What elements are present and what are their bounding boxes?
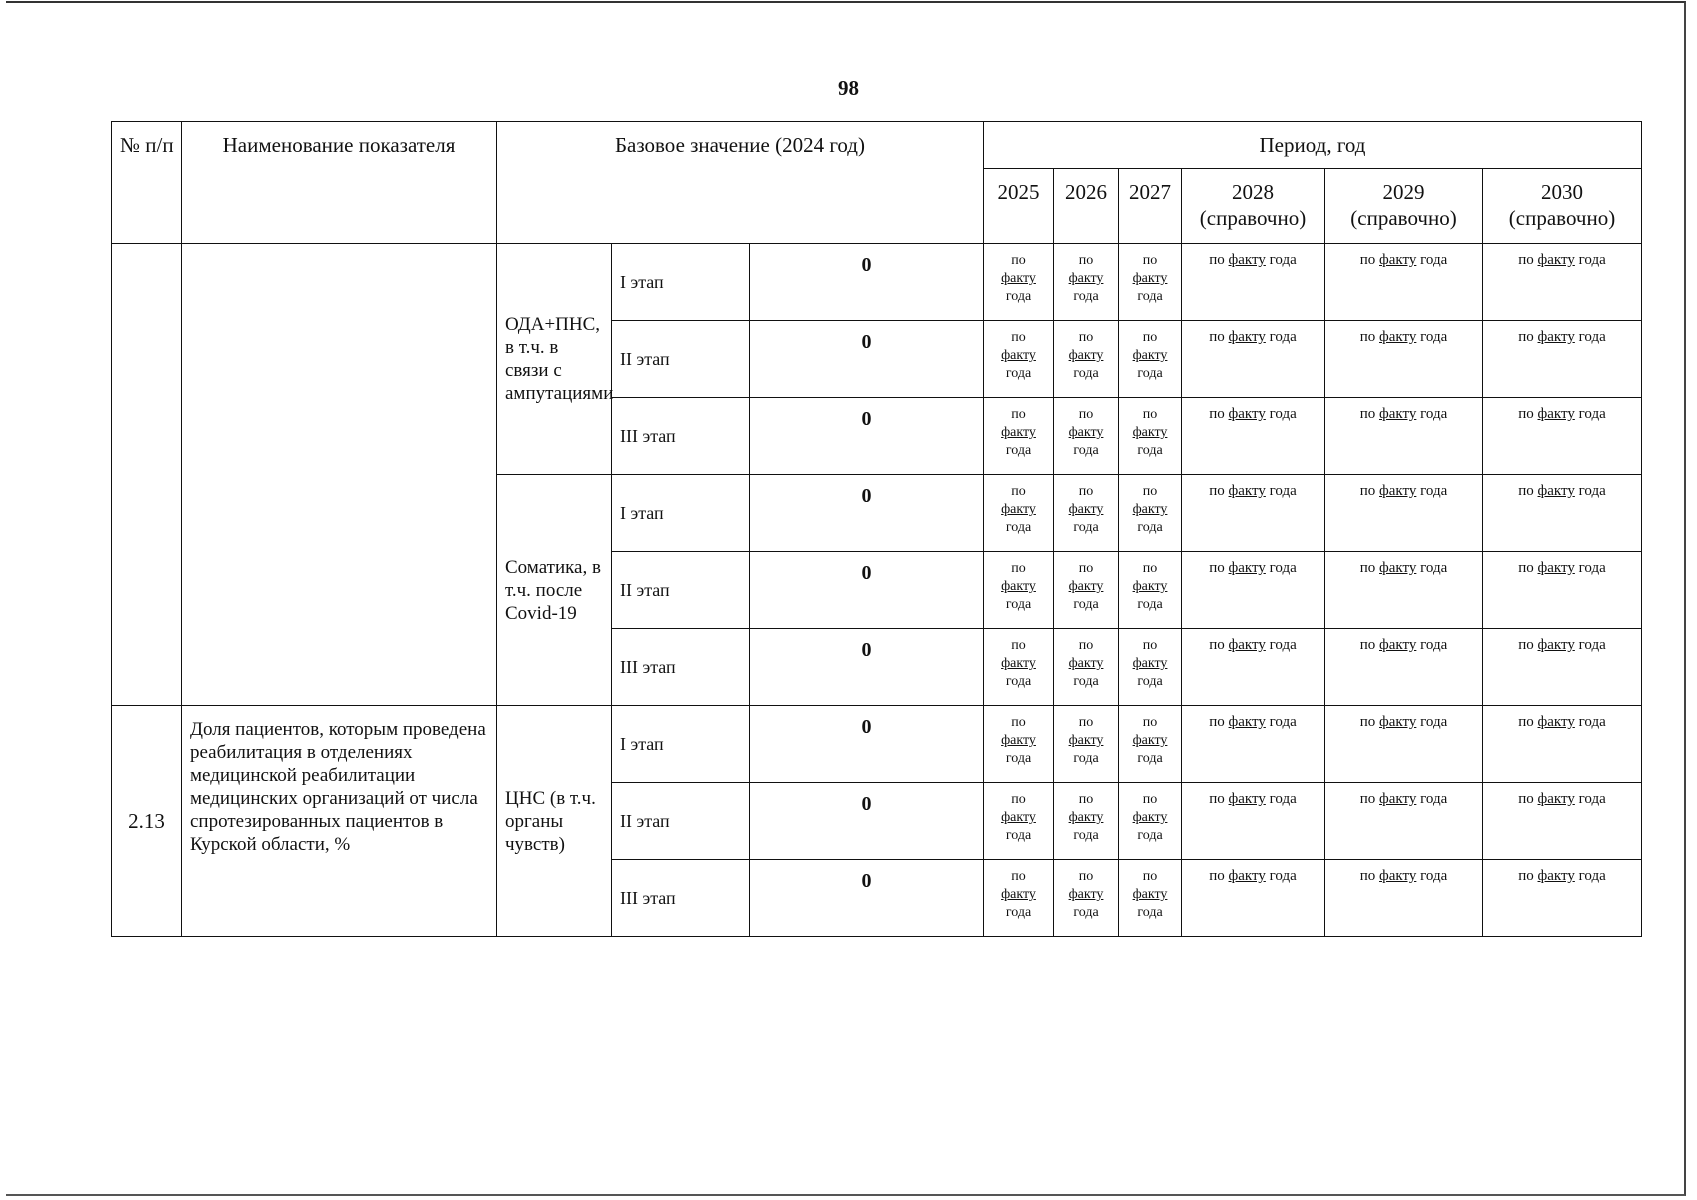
fact-year: года [1073,828,1099,843]
fact-fact: факту [1228,252,1266,268]
fact-cell [1483,398,1642,475]
fact-cell [1054,398,1119,475]
fact-year: года [1073,905,1099,920]
fact-year: года [1269,406,1297,422]
fact-fact: факту [1001,271,1036,286]
fact-po: по [1142,253,1158,268]
header-year-2027 [1119,169,1182,244]
indicators-table [111,121,1642,937]
base-value: 0 [750,552,984,629]
fact-cell [984,783,1054,860]
fact-cell [1483,706,1642,783]
indicator-name: Доля пациентов, которым проведена реабилитация в отделениях медицинской реабилитации медицинских организаций от числа спротезированных пациентов в Курской области, % [182,706,497,937]
base-value: 0 [750,321,984,398]
fact-fact: факту [1537,560,1575,576]
fact-year: года [1005,674,1032,689]
fact-cell [1182,244,1325,321]
fact-cell [1182,629,1325,706]
fact-po: по [1142,792,1158,807]
fact-year: года [1578,637,1606,653]
fact-fact: факту [1379,868,1417,884]
fact-fact: факту [1001,810,1036,825]
fact-po: по [1142,561,1158,576]
fact-po: по [1209,252,1225,268]
fact-cell [1325,321,1483,398]
fact-year: года [1269,714,1297,730]
fact-fact: факту [1537,637,1575,653]
fact-fact: факту [1132,810,1168,825]
fact-year: года [1137,751,1163,766]
fact-cell [1483,244,1642,321]
fact-cell [1483,783,1642,860]
fact-cell [1054,706,1119,783]
base-value: 0 [750,706,984,783]
stage-label: III этап [612,629,750,706]
fact-po: по [1209,329,1225,345]
header-year-label: 2027 [1129,180,1171,204]
fact-cell [1483,552,1642,629]
stage-label: I этап [612,706,750,783]
stage-label: II этап [612,783,750,860]
fact-fact: факту [1068,656,1104,671]
fact-year: года [1073,289,1099,304]
fact-po: по [1011,869,1026,884]
fact-fact: факту [1068,810,1104,825]
fact-cell [984,860,1054,937]
fact-fact: факту [1001,733,1036,748]
fact-fact: факту [1001,348,1036,363]
fact-po: по [1078,792,1094,807]
fact-year: года [1073,366,1099,381]
fact-cell [1119,783,1182,860]
fact-fact: факту [1228,868,1266,884]
fact-po: по [1011,253,1026,268]
fact-year: года [1269,637,1297,653]
stage-label: I этап [612,475,750,552]
fact-year: года [1420,483,1448,499]
fact-po: по [1078,407,1094,422]
fact-cell [1325,475,1483,552]
fact-fact: факту [1001,502,1036,517]
fact-fact: факту [1001,887,1036,902]
fact-fact: факту [1379,406,1417,422]
fact-po: по [1078,869,1094,884]
fact-cell [984,629,1054,706]
fact-fact: факту [1228,714,1266,730]
base-value: 0 [750,629,984,706]
fact-year: года [1269,868,1297,884]
row-number: 2.13 [112,706,182,937]
fact-year: года [1137,443,1163,458]
fact-cell [1483,321,1642,398]
fact-po: по [1011,638,1026,653]
fact-fact: факту [1537,252,1575,268]
fact-po: по [1359,483,1376,499]
fact-po: по [1518,252,1534,268]
fact-po: по [1011,715,1026,730]
fact-year: года [1578,560,1606,576]
fact-year: года [1005,597,1032,612]
fact-year: года [1137,674,1163,689]
fact-year: года [1137,905,1163,920]
header-year-label: 2030 [1541,180,1583,204]
fact-cell [1054,629,1119,706]
fact-cell [1182,552,1325,629]
fact-year: года [1269,483,1297,499]
fact-fact: факту [1379,560,1417,576]
fact-year: года [1005,751,1032,766]
fact-year: года [1269,791,1297,807]
header-year-note: (справочно) [1350,206,1457,230]
fact-fact: факту [1068,733,1104,748]
fact-year: года [1137,520,1163,535]
fact-po: по [1011,330,1026,345]
fact-fact: факту [1379,252,1417,268]
header-year-2030 [1483,169,1642,244]
fact-cell [1119,552,1182,629]
fact-cell [1325,552,1483,629]
base-value: 0 [750,475,984,552]
fact-cell [1054,475,1119,552]
fact-cell [1483,629,1642,706]
fact-fact: факту [1537,791,1575,807]
fact-cell [1182,860,1325,937]
fact-year: года [1420,329,1448,345]
fact-cell [1054,860,1119,937]
fact-year: года [1420,252,1448,268]
header-period: Период, год [984,122,1642,169]
fact-cell [1119,244,1182,321]
fact-po: по [1078,561,1094,576]
base-value: 0 [750,783,984,860]
fact-fact: факту [1132,271,1168,286]
fact-po: по [1518,329,1534,345]
fact-fact: факту [1068,502,1104,517]
fact-year: года [1578,714,1606,730]
fact-cell [1119,321,1182,398]
fact-fact: факту [1132,348,1168,363]
base-value: 0 [750,860,984,937]
fact-cell [1119,706,1182,783]
table-row [112,244,1642,321]
fact-fact: факту [1001,656,1036,671]
fact-po: по [1518,560,1534,576]
fact-cell [984,398,1054,475]
fact-po: по [1359,868,1376,884]
stage-label: II этап [612,321,750,398]
fact-year: года [1005,289,1032,304]
fact-po: по [1209,637,1225,653]
base-value: 0 [750,244,984,321]
fact-fact: факту [1379,329,1417,345]
fact-fact: факту [1537,714,1575,730]
fact-fact: факту [1379,714,1417,730]
fact-fact: факту [1132,887,1168,902]
fact-year: года [1005,520,1032,535]
fact-cell [1182,706,1325,783]
header-year-note: (справочно) [1508,206,1616,230]
fact-fact: факту [1537,483,1575,499]
row-number [112,244,182,706]
fact-cell [1325,629,1483,706]
fact-cell [1119,475,1182,552]
fact-fact: факту [1228,791,1266,807]
header-year-note: (справочно) [1199,206,1307,230]
fact-po: по [1209,714,1225,730]
fact-po: по [1142,869,1158,884]
fact-year: года [1137,289,1163,304]
fact-po: по [1518,714,1534,730]
fact-fact: факту [1228,329,1266,345]
fact-po: по [1011,407,1026,422]
fact-po: по [1359,252,1376,268]
fact-po: по [1518,637,1534,653]
header-year-2025 [984,169,1054,244]
fact-po: по [1359,637,1376,653]
header-base: Базовое значение (2024 год) [497,122,984,244]
header-year-2028 [1182,169,1325,244]
fact-year: года [1073,520,1099,535]
fact-cell [1054,552,1119,629]
fact-po: по [1142,330,1158,345]
fact-po: по [1011,561,1026,576]
fact-po: по [1209,868,1225,884]
fact-cell [984,552,1054,629]
fact-cell [984,706,1054,783]
stage-label: III этап [612,860,750,937]
fact-fact: факту [1001,425,1036,440]
fact-cell [1054,321,1119,398]
fact-cell [1119,860,1182,937]
fact-year: года [1005,443,1032,458]
fact-cell [1325,244,1483,321]
fact-year: года [1073,674,1099,689]
group-label: ОДА+ПНС, в т.ч. в связи с ампутациями [497,244,612,475]
header-year-label: 2026 [1065,180,1107,204]
fact-cell [1182,321,1325,398]
fact-po: по [1078,638,1094,653]
fact-cell [1182,475,1325,552]
fact-po: по [1209,483,1225,499]
fact-fact: факту [1068,348,1104,363]
fact-fact: факту [1068,579,1104,594]
stage-label: III этап [612,398,750,475]
fact-po: по [1209,560,1225,576]
header-year-label: 2025 [997,180,1040,204]
fact-year: года [1073,751,1099,766]
indicator-name [182,244,497,706]
header-year-label: 2028 [1232,180,1274,204]
fact-year: года [1578,406,1606,422]
fact-fact: факту [1132,579,1168,594]
fact-cell [984,244,1054,321]
header-num: № п/п [112,122,182,244]
fact-year: года [1578,252,1606,268]
fact-year: года [1578,791,1606,807]
fact-year: года [1073,597,1099,612]
fact-year: года [1578,868,1606,884]
fact-fact: факту [1379,791,1417,807]
fact-cell [1325,783,1483,860]
fact-year: года [1269,252,1297,268]
fact-po: по [1142,407,1158,422]
fact-year: года [1420,868,1448,884]
fact-year: года [1137,828,1163,843]
fact-cell [1182,783,1325,860]
fact-fact: факту [1132,502,1168,517]
fact-fact: факту [1228,406,1266,422]
fact-year: года [1269,560,1297,576]
fact-year: года [1073,443,1099,458]
fact-cell [1483,475,1642,552]
fact-fact: факту [1537,406,1575,422]
fact-po: по [1142,484,1158,499]
header-name: Наименование показателя [182,122,497,244]
page-number: 98 [838,76,859,100]
fact-cell [1182,398,1325,475]
fact-po: по [1209,791,1225,807]
group-label: Соматика, в т.ч. после Covid-19 [497,475,612,706]
fact-fact: факту [1132,656,1168,671]
fact-cell [1119,629,1182,706]
fact-po: по [1078,330,1094,345]
fact-po: по [1359,560,1376,576]
fact-cell [984,321,1054,398]
fact-year: года [1420,637,1448,653]
fact-po: по [1209,406,1225,422]
group-label: ЦНС (в т.ч. органы чувств) [497,706,612,937]
fact-year: года [1137,366,1163,381]
fact-year: года [1420,714,1448,730]
fact-year: года [1137,597,1163,612]
fact-po: по [1518,483,1534,499]
fact-year: года [1420,791,1448,807]
fact-po: по [1078,253,1094,268]
fact-cell [1325,706,1483,783]
fact-po: по [1078,715,1094,730]
fact-year: года [1578,483,1606,499]
fact-year: года [1420,406,1448,422]
fact-cell [1325,398,1483,475]
fact-year: года [1005,905,1032,920]
fact-fact: факту [1068,271,1104,286]
fact-po: по [1142,638,1158,653]
fact-fact: факту [1537,868,1575,884]
fact-po: по [1518,406,1534,422]
fact-year: года [1420,560,1448,576]
fact-cell [1054,244,1119,321]
fact-cell [984,475,1054,552]
fact-year: года [1005,828,1032,843]
fact-fact: факту [1132,425,1168,440]
fact-fact: факту [1228,560,1266,576]
stage-label: II этап [612,552,750,629]
fact-po: по [1142,715,1158,730]
fact-fact: факту [1001,579,1036,594]
fact-year: года [1578,329,1606,345]
stage-label: I этап [612,244,750,321]
fact-po: по [1359,329,1376,345]
fact-cell [1483,860,1642,937]
fact-po: по [1359,714,1376,730]
fact-cell [1325,860,1483,937]
fact-fact: факту [1068,425,1104,440]
fact-year: года [1005,366,1032,381]
fact-fact: факту [1379,483,1417,499]
header-year-2029 [1325,169,1483,244]
fact-fact: факту [1132,733,1168,748]
fact-year: года [1269,329,1297,345]
fact-fact: факту [1068,887,1104,902]
fact-po: по [1078,484,1094,499]
fact-po: по [1359,791,1376,807]
header-year-label: 2029 [1382,180,1425,204]
fact-cell [1119,398,1182,475]
header-year-2026 [1054,169,1119,244]
base-value: 0 [750,398,984,475]
fact-po: по [1518,868,1534,884]
fact-fact: факту [1228,637,1266,653]
table-row [112,706,1642,783]
fact-fact: факту [1228,483,1266,499]
fact-cell [1054,783,1119,860]
fact-po: по [1011,792,1026,807]
fact-po: по [1518,791,1534,807]
fact-po: по [1359,406,1376,422]
fact-fact: факту [1379,637,1417,653]
fact-po: по [1011,484,1026,499]
fact-fact: факту [1537,329,1575,345]
